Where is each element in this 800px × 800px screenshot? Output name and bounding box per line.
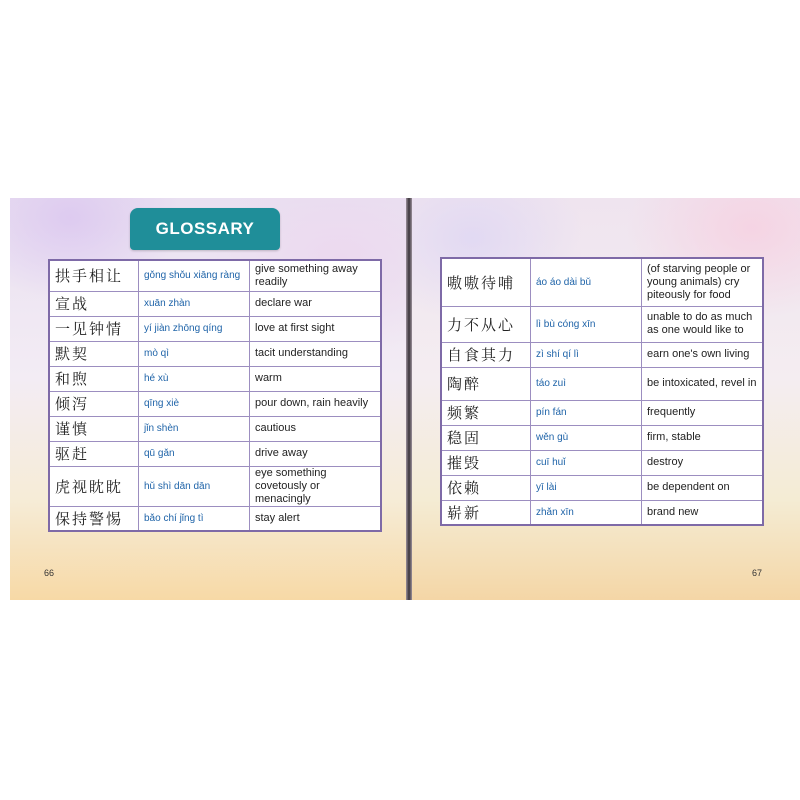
glossary-english: pour down, rain heavily [250,391,382,416]
glossary-pinyin: hǔ shì dān dān [139,466,250,506]
glossary-hanzi: 保持警惕 [49,506,139,531]
glossary-english: (of starving people or young animals) cry piteously for food [642,258,764,306]
glossary-pinyin: hé xù [139,366,250,391]
glossary-english: cautious [250,416,382,441]
glossary-row [49,341,381,366]
glossary-row [441,500,763,525]
glossary-english: destroy [642,450,764,475]
glossary-pinyin: pín fán [531,400,642,425]
glossary-hanzi: 拱手相让 [49,260,139,291]
glossary-pinyin: gǒng shǒu xiāng ràng [139,260,250,291]
glossary-english: eye something covetously or menacingly [250,466,382,506]
glossary-row [49,316,381,341]
glossary-heading: GLOSSARY [130,208,280,250]
glossary-english: drive away [250,441,382,466]
glossary-pinyin: xuān zhàn [139,291,250,316]
glossary-row [49,506,381,531]
glossary-hanzi: 摧毁 [441,450,531,475]
glossary-hanzi: 嗷嗷待哺 [441,258,531,306]
glossary-row [441,400,763,425]
glossary-english: give something away readily [250,260,382,291]
glossary-pinyin: yí jiàn zhōng qíng [139,316,250,341]
glossary-pinyin: cuī huǐ [531,450,642,475]
glossary-row [441,450,763,475]
glossary-hanzi: 倾泻 [49,391,139,416]
glossary-english: love at first sight [250,316,382,341]
glossary-table-right [440,257,764,526]
glossary-hanzi: 崭新 [441,500,531,525]
glossary-row [441,342,763,367]
glossary-english: tacit understanding [250,341,382,366]
page-number-left: 66 [44,568,55,578]
glossary-pinyin: mò qì [139,341,250,366]
glossary-pinyin: jǐn shèn [139,416,250,441]
glossary-row [441,367,763,400]
glossary-pinyin: zhǎn xīn [531,500,642,525]
glossary-hanzi: 稳固 [441,425,531,450]
glossary-hanzi: 驱赶 [49,441,139,466]
glossary-english: be intoxicated, revel in [642,367,764,400]
glossary-row [49,416,381,441]
glossary-hanzi: 谨慎 [49,416,139,441]
glossary-english: earn one's own living [642,342,764,367]
glossary-english: be dependent on [642,475,764,500]
glossary-row [441,258,763,306]
glossary-hanzi: 和煦 [49,366,139,391]
glossary-pinyin: qū gǎn [139,441,250,466]
glossary-hanzi: 虎视眈眈 [49,466,139,506]
glossary-row [441,306,763,342]
glossary-row [49,391,381,416]
glossary-pinyin: yī lài [531,475,642,500]
glossary-english: frequently [642,400,764,425]
glossary-english: declare war [250,291,382,316]
glossary-english: stay alert [250,506,382,531]
glossary-row [49,441,381,466]
glossary-english: warm [250,366,382,391]
page-number-right: 67 [751,568,762,578]
glossary-row [49,366,381,391]
glossary-hanzi: 宣战 [49,291,139,316]
glossary-pinyin: wěn gù [531,425,642,450]
glossary-pinyin: qīng xiè [139,391,250,416]
glossary-hanzi: 一见钟情 [49,316,139,341]
glossary-hanzi: 依赖 [441,475,531,500]
glossary-english: unable to do as much as one would like to [642,306,764,342]
glossary-pinyin: lì bù cóng xīn [531,306,642,342]
glossary-english: brand new [642,500,764,525]
glossary-row [441,475,763,500]
glossary-pinyin: zì shí qí lì [531,342,642,367]
glossary-pinyin: táo zuì [531,367,642,400]
left-page [10,198,406,600]
glossary-hanzi: 默契 [49,341,139,366]
glossary-hanzi: 力不从心 [441,306,531,342]
glossary-hanzi: 自食其力 [441,342,531,367]
glossary-row [441,425,763,450]
glossary-pinyin: bǎo chí jǐng tì [139,506,250,531]
glossary-hanzi: 频繁 [441,400,531,425]
glossary-row [49,260,381,291]
glossary-hanzi: 陶醉 [441,367,531,400]
right-page [412,198,800,600]
glossary-table-left [48,259,382,532]
glossary-pinyin: áo áo dài bǔ [531,258,642,306]
glossary-english: firm, stable [642,425,764,450]
glossary-row [49,466,381,506]
glossary-row [49,291,381,316]
open-book [10,198,800,600]
